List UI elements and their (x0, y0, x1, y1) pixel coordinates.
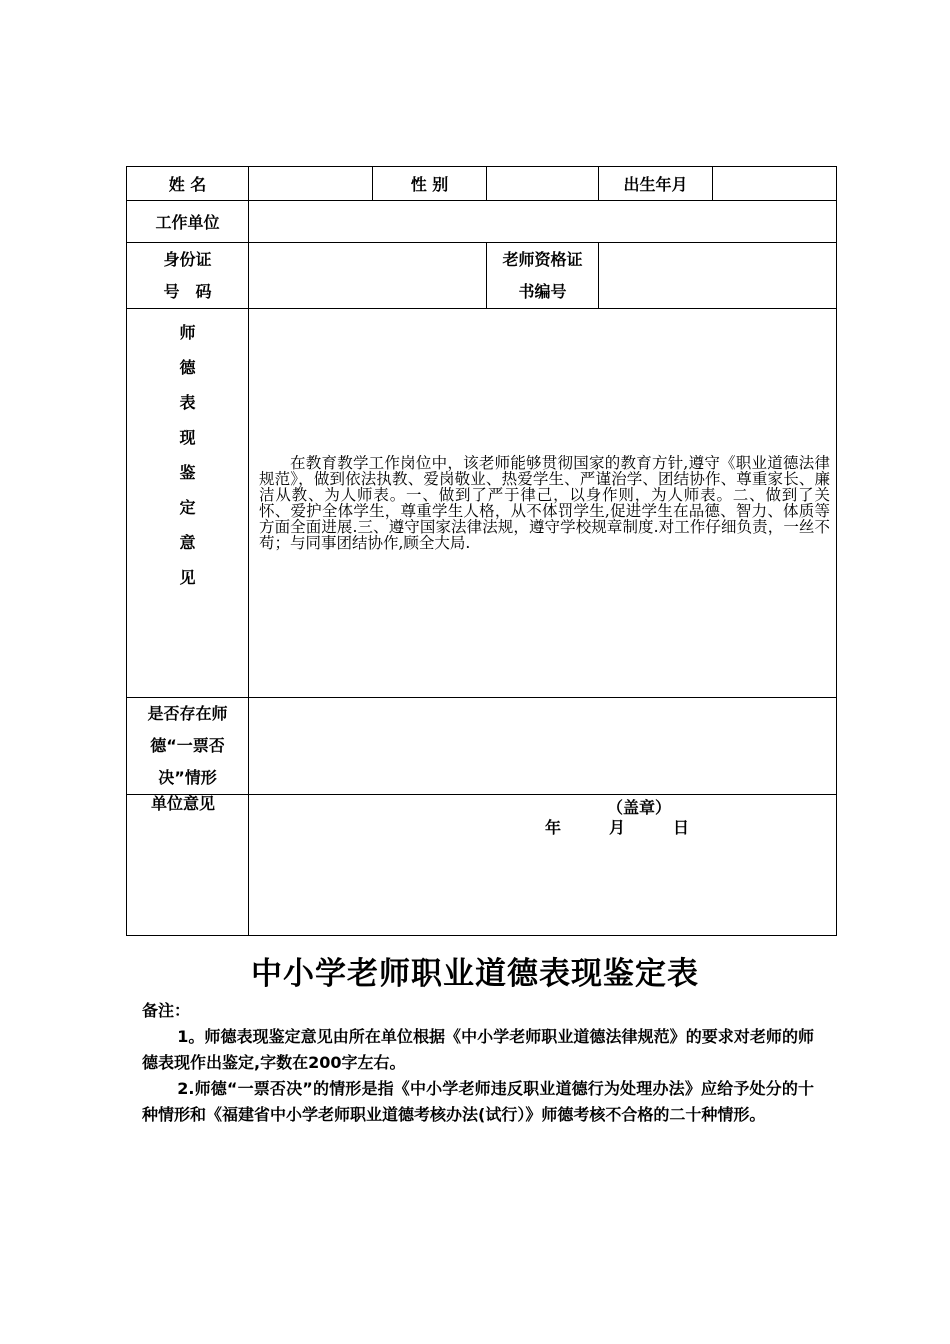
ethics-evaluation-vertical-label (127, 309, 248, 595)
workplace-field[interactable] (249, 201, 837, 243)
gender-label: 性 别 (373, 167, 487, 201)
note-item-1: 1。师德表现鉴定意见由所在单位根据《中小学老师职业道德法律规范》的要求对老师的师德表现作出鉴定,字数在200字左右。 (142, 1027, 814, 1072)
evaluation-label-char: 见 (179, 568, 196, 587)
evaluation-label-char: 师 (179, 323, 196, 342)
evaluation-label-char: 鉴 (179, 463, 196, 482)
one-vote-veto-label (127, 698, 249, 795)
birth-date-label: 出生年月 (599, 167, 713, 201)
unit-opinion-label: 单位意见 (151, 794, 216, 813)
one-vote-veto-field[interactable] (249, 698, 837, 795)
gender-field[interactable] (487, 167, 599, 201)
id-number-label (127, 243, 249, 309)
date-line: 年 月 日 (545, 818, 690, 837)
veto-label-line3: 决”情形 (158, 768, 217, 787)
id-label-line2: 号 码 (163, 281, 212, 301)
notes-heading: 备注： (142, 1001, 191, 1020)
cert-label-line1: 老师资格证 (502, 249, 583, 269)
id-number-field[interactable] (249, 243, 487, 309)
ethics-evaluation-label (127, 309, 249, 698)
notes-section (142, 998, 814, 1128)
unit-opinion-label-cell (127, 795, 249, 936)
evaluation-label-char: 德 (179, 358, 196, 377)
note-item-2: 2.师德“一票否决”的情形是指《中小学老师违反职业道德行为处理办法》应给予处分的十种情形和《福建省中小学老师职业道德考核办法(试行）》师德考核不合格的二十种情形。 (142, 1079, 814, 1124)
teacher-cert-field[interactable] (599, 243, 837, 309)
evaluation-label-char: 表 (179, 393, 196, 412)
ethics-evaluation-text: 在教育教学工作岗位中，该老师能够贯彻国家的教育方针,遵守《职业道德法律规范》，做到依法执教、爱岗敬业、热爱学生、严谨治学、团结协作、尊重家长、廉洁从教、为人师表。一、做到了严于律己，以身作则，为人师表。二、做到了关怀、爱护全体学生，尊重学生人格，从不体罚学生,促进学生在品德、智力、体质等方面全面进展.三、遵守国家法律法规，遵守学校规章制度.对工作仔细负责，一丝不苟；与同事团结协作,顾全大局. (259, 454, 830, 552)
document-title: 中小学老师职业道德表现鉴定表 (251, 956, 699, 992)
seal-text: （盖章） (607, 798, 672, 817)
birth-date-field[interactable] (713, 167, 837, 201)
veto-label-line1: 是否存在师 (147, 704, 228, 723)
name-field[interactable] (249, 167, 373, 201)
cert-label-line2: 书编号 (518, 281, 567, 301)
appraisal-form-table (126, 166, 837, 936)
name-label: 姓 名 (127, 167, 249, 201)
evaluation-label-char: 定 (179, 498, 196, 517)
veto-label-line2: 德“一票否 (150, 736, 225, 755)
id-label-line1: 身份证 (163, 249, 212, 269)
evaluation-label-char: 现 (179, 428, 196, 447)
workplace-label: 工作单位 (127, 201, 249, 243)
evaluation-label-char: 意 (179, 533, 196, 552)
unit-opinion-field[interactable] (249, 795, 837, 936)
ethics-evaluation-field[interactable] (249, 309, 837, 698)
teacher-cert-label (487, 243, 599, 309)
